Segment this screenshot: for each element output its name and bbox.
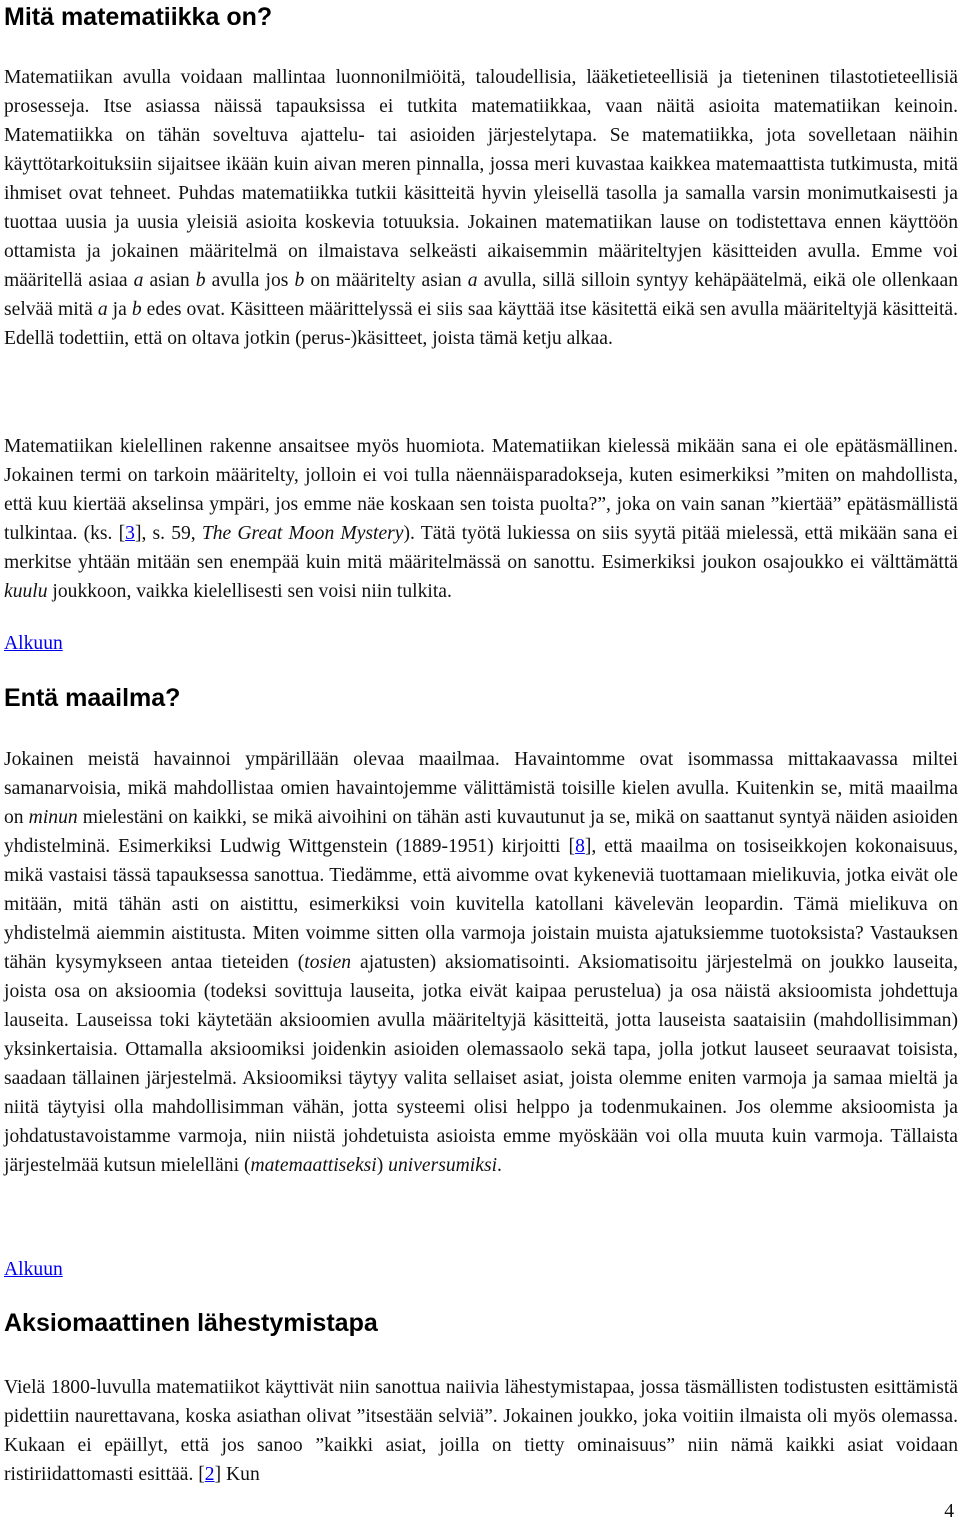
text-run: .: [497, 1155, 502, 1176]
text-run: ], että maailma on tosiseikkojen kokonaisuus, mikä vastaisi tässä tapauksessa sanottua. Tiedämme, että aivomme ovat kykeneviä tuottamaan mielikuvia, jotka eivät ole mitään, mitä tähän asti on aistittu, esimerkiksi voin kuvitella katollani kävelevän leopardin. Tämä mielikuva on yhdistelmä aiemmin aistitusta. Miten voimme sitten olla varmoja joistain muista ajatuksiemme tuotoksista? Vastauksen tähän kysymykseen antaa tieteiden (: [4, 836, 958, 973]
text-run: avulla, sillä silloin syntyy kehäpäätelmä, eikä ole ollenkaan selvää mitä: [4, 270, 958, 320]
text-run: ). Tätä työtä lukiessa on siis syytä pitää mielessä, että mikään sana ei merkitse yhtään mitään sen enempää kuin mitä määritelmässä on sanottu. Esimerkiksi joukon osajoukko ei välttämättä: [4, 523, 959, 573]
text-run: Matematiikan kielellinen rakenne ansaitsee myös huomiota. Matematiikan kielessä mikään sana ei ole epätäsmällinen. Jokainen termi on tarkoin määritelty, jolloin ei voi tulla näennäisparadokseja, kuten esimerkiksi ”miten on mahdollista, että kuu kiertää akselinsa ympäri, jos emme näe koskaan sen toista puolta?”, joka on vain sanan ”kiertää” epätäsmällistä tulkintaa. (ks. [: [4, 436, 958, 544]
math-variable-b: b: [195, 270, 206, 291]
text-run: asian: [143, 270, 196, 291]
emphasis-minun: minun: [28, 807, 78, 828]
cited-title: The Great Moon Mystery: [201, 523, 404, 544]
text-run: ja: [107, 299, 132, 320]
paragraph-viela-1800-luvulla: [4, 1373, 958, 1489]
emphasis-universumiksi: universumiksi: [388, 1155, 498, 1176]
emphasis-matemaattiseksi: matemaattiseksi: [250, 1155, 377, 1176]
citation-link-8[interactable]: 8: [575, 836, 585, 857]
back-to-top-link[interactable]: Alkuun: [4, 1259, 63, 1280]
text-run: edes ovat. Käsitteen määrittelyssä ei siis saa käyttää itse käsitettä eikä sen avulla määriteltyjä käsitteitä. Edellä todettiin, että on oltava jotkin (perus-)käsitteet, joista tämä ketju alkaa.: [4, 299, 959, 349]
text-run: ], s. 59,: [134, 523, 202, 544]
paragraph-kielellinen-rakenne: [4, 432, 958, 606]
math-variable-a: a: [133, 270, 144, 291]
text-run: Jokainen meistä havainnoi ympärillään olevaa maailmaa. Havaintomme ovat isommassa mittakaavassa miltei samanarvoisia, mikä mahdollistaa omien havaintojemme välittämistä toisille kielen avulla. Kuitenkin se, mitä maailma on: [4, 749, 958, 828]
text-run: mielestäni on kaikki, se mikä aivoihini on tähän asti kuvautunut ja se, mikä on saattanut syntyä näiden asioiden yhdistelminä. Esimerkiksi Ludwig Wittgenstein (1889-1951) kirjoitti [: [4, 807, 958, 857]
section-heading-mita-matematiikka-on: Mitä matematiikka on?: [4, 3, 273, 31]
text-run: on määritelty asian: [304, 270, 468, 291]
text-run: joukkoon, vaikka kielellisesti sen voisi niin tulkita.: [47, 581, 452, 602]
text-run: ): [376, 1155, 389, 1176]
citation-link-2[interactable]: 2: [204, 1464, 215, 1485]
text-run: ] Kun: [214, 1464, 260, 1485]
text-run: avulla jos: [205, 270, 295, 291]
paragraph-matematiikan-avulla: [4, 63, 958, 353]
text-run: ajatusten) aksiomatisointi. Aksiomatisoitu järjestelmä on joukko lauseita, joista osa on aksioomia (todeksi sovittuja lauseita, jotka eivät kaipaa perustelua) ja osa näistä aksioomista johdettuja lauseita. Lauseissa toki käytetään aksioomien avulla määriteltyjä käsitteitä, jotta lauseista saataisiin (mahdollisimman) yksinkertaisia. Ottamalla aksioomiksi joidenkin asioiden olemassaolo sekä tapa, jolla jotkut lauseet seuraavat toisista, saadaan tällainen järjestelmä. Aksioomiksi täytyy valita sellaiset asiat, joista olemme eniten varmoja ja samaa mieltä ja niitä täytyisi olla mahdollisimman vähän, jotta systeemi olisi helppo ja todenmukainen. Jos olemme aksioomista ja johdatustavoistamme varmoja, niin niistä johdetuista asioista emme myöskään voi olla muuta kuin varmoja. Tällaista järjestelmää kutsun mielelläni (: [4, 952, 958, 1176]
math-variable-b: b: [131, 299, 142, 320]
page-number: 4: [944, 1501, 954, 1522]
citation-link-3[interactable]: 3: [125, 523, 135, 544]
section-heading-enta-maailma: Entä maailma?: [4, 684, 181, 712]
section-heading-aksiomaattinen: Aksiomaattinen lähestymistapa: [4, 1309, 378, 1337]
text-run: Vielä 1800-luvulla matematiikot käyttivät niin sanottua naiivia lähestymistapaa, jossa täsmällisten todistusten esittämistä pidettiin naurettavana, koska asiathan olivat ”itsestään selviä”. Jokainen joukko, joka voitiin ilmaista oli myös olemassa. Kukaan ei epäillyt, että jos sanoo ”kaikki asiat, joilla on tietty ominaisuus” niin nämä kaikki asiat voidaan ristiriidattomasti esittää. [: [4, 1377, 958, 1485]
emphasis-kuulu: kuulu: [4, 581, 48, 602]
math-variable-a: a: [467, 270, 478, 291]
back-to-top-link[interactable]: Alkuun: [4, 633, 63, 654]
paragraph-jokainen-meista: [4, 745, 958, 1180]
math-variable-a: a: [97, 299, 108, 320]
text-run: Matematiikan avulla voidaan mallintaa luonnonilmiöitä, taloudellisia, lääketieteellisiä ja tieteninen tilastotieteellisiä prosesseja. Itse asiassa näissä tapauksissa ei tutkita matematiikkaa, vaan näitä asioita matematiikan keinoin. Matematiikka on tähän soveltuva ajattelu- tai asioiden järjestelytapa. Se matematiikka, jota sovelletaan näihin käyttötarkoituksiin sijaitsee ikään kuin aivan meren pinnalla, jossa meri kuvastaa kaikkea matemaattista tutkimusta, mitä ihmiset ovat tehneet. Puhdas matematiikka tutkii käsitteitä hyvin yleisellä tasolla ja samalla varsin monimutkaisesti ja tuottaa uusia ja uusia yleisiä asioita koskevia totuuksia. Jokainen matematiikan lause on todistettava ennen käyttöön ottamista ja jokainen määritelmä on ilmaistava selkeästi aikaisemmin määriteltyjen käsitteiden avulla. Emme voi määritellä asiaa: [4, 67, 958, 291]
emphasis-tosien: tosien: [304, 952, 352, 973]
math-variable-b: b: [294, 270, 305, 291]
